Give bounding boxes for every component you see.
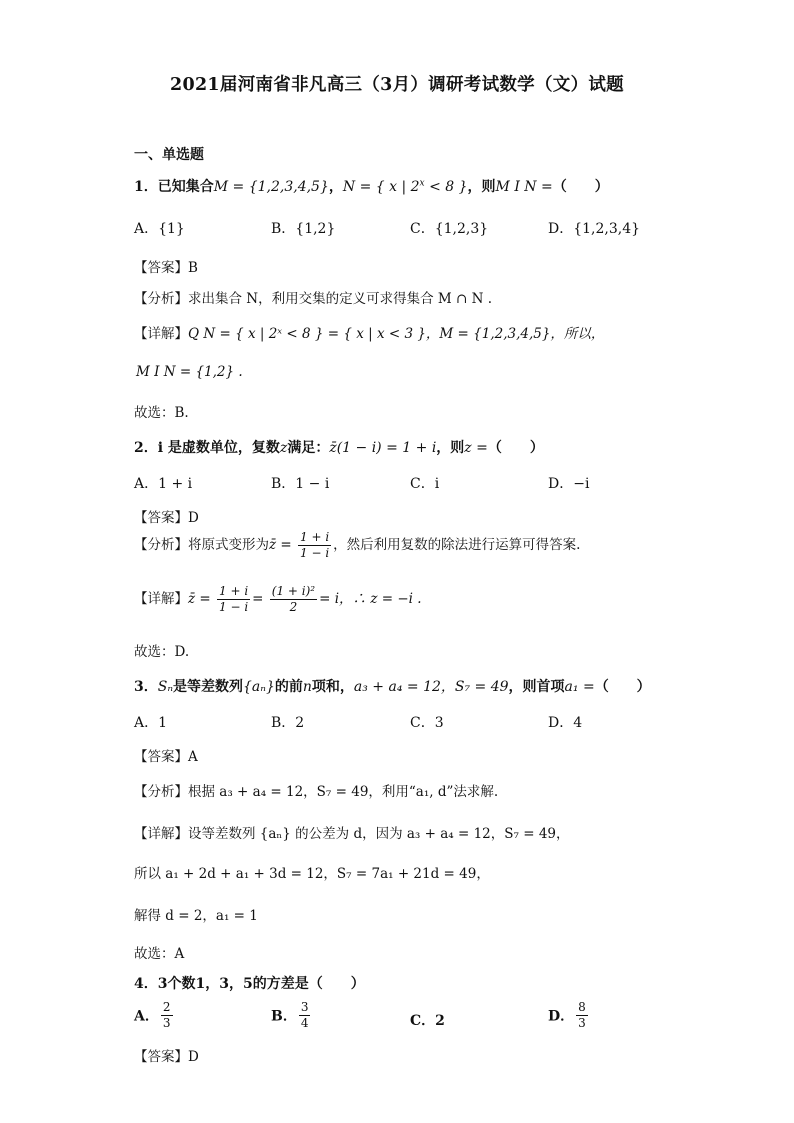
q4-option-a-fraction: $\frac{2}{3}$ [162, 1000, 171, 1030]
q1-analysis: 【分析】求出集合 N，利用交集的定义可求得集合 M ∩ N . [134, 291, 493, 307]
q3-detail-line-3: 解得 d = 2，a₁ = 1 [134, 908, 258, 924]
q2-analysis-fraction: $\frac{1 + i}{1 - i}$ [300, 530, 330, 560]
q2-answer: 【答案】D [134, 510, 199, 526]
q1-answer: 【答案】B [134, 260, 198, 276]
q4-option-d-fraction: $\frac{8}{3}$ [578, 1000, 586, 1030]
question-2-stem: 2．i 是虚数单位，复数z满足：z̄(1 − i) = 1 + i，则z =（ ） [134, 440, 544, 456]
q1-detail-result: M I N = {1,2} . [136, 364, 243, 380]
question-3-stem: 3．Sₙ是等差数列{aₙ}的前n项和，a₃ + a₄ = 12，S₇ = 49，则首项a₁ =（ ） [134, 679, 651, 695]
q3-option-a[interactable]: A．1 [134, 715, 168, 731]
q3-detail-line-2: 所以 a₁ + 2d + a₁ + 3d = 12，S₇ = 7a₁ + 21d = 49， [134, 866, 490, 882]
q1-option-a[interactable]: A．{1} [134, 221, 185, 237]
q4-option-d[interactable]: D． $\frac{8}{3}$ [548, 1000, 586, 1030]
q2-option-b[interactable]: B．1 − i [271, 476, 330, 492]
q4-answer: 【答案】D [134, 1049, 199, 1065]
q4-option-a[interactable]: A． $\frac{2}{3}$ [134, 1000, 171, 1030]
q1-conclusion: 故选：B. [134, 405, 189, 421]
q3-option-c[interactable]: C．3 [410, 715, 444, 731]
q3-option-b[interactable]: B．2 [271, 715, 305, 731]
q2-detail-fraction-2: $\frac{\text{(1 + i)²}}{2}$ [271, 584, 316, 614]
q2-option-d[interactable]: D．−i [548, 476, 590, 492]
q2-detail: 【详解】z̄ = $\frac{1 + i}{1 - i}$ = $\frac{\text{(1 + i)²}}{2}$ = i，∴ z = −i . [134, 584, 422, 614]
q2-detail-fraction-1: $\frac{1 + i}{1 - i}$ [219, 584, 249, 614]
q2-option-a[interactable]: A．1 + i [134, 476, 193, 492]
q4-option-c[interactable]: C．2 [410, 1013, 445, 1029]
q4-option-b-fraction: $\frac{3}{4}$ [300, 1000, 309, 1030]
q2-conclusion: 故选：D. [134, 644, 190, 660]
q3-detail: 【详解】设等差数列 {aₙ} 的公差为 d，因为 a₃ + a₄ = 12，S₇ = 49， [134, 826, 570, 842]
q1-detail: 【详解】Q N = { x | 2ˣ < 8 } = { x | x < 3 }，M = {1,2,3,4,5}，所以， [134, 326, 605, 342]
q3-option-d[interactable]: D．4 [548, 715, 583, 731]
q2-analysis: 【分析】将原式变形为z̄ = $\frac{1 + i}{1 - i}$ ，然后利用复数的除法进行运算可得答案. [134, 530, 581, 560]
q1-option-d[interactable]: D．{1,2,3,4} [548, 221, 641, 237]
q4-option-b[interactable]: B． $\frac{3}{4}$ [271, 1000, 309, 1030]
q1-option-b[interactable]: B．{1,2} [271, 221, 336, 237]
page-title: 2021届河南省非凡高三（3月）调研考试数学（文）试题 [170, 75, 624, 95]
q2-option-c[interactable]: C．i [410, 476, 440, 492]
q3-conclusion: 故选：A [134, 946, 185, 962]
question-1-stem: 1．已知集合M = {1,2,3,4,5}，N = { x | $2^x < 8$ }，则M I N =（ ） [134, 178, 609, 195]
q1-option-c[interactable]: C．{1,2,3} [410, 221, 489, 237]
q3-analysis: 【分析】根据 a₃ + a₄ = 12，S₇ = 49，利用“a₁, d”法求解. [134, 784, 499, 800]
section-heading: 一、单选题 [134, 147, 204, 163]
question-4-stem: 4．3个数1，3，5的方差是（ ） [134, 976, 365, 992]
q3-answer: 【答案】A [134, 749, 198, 765]
